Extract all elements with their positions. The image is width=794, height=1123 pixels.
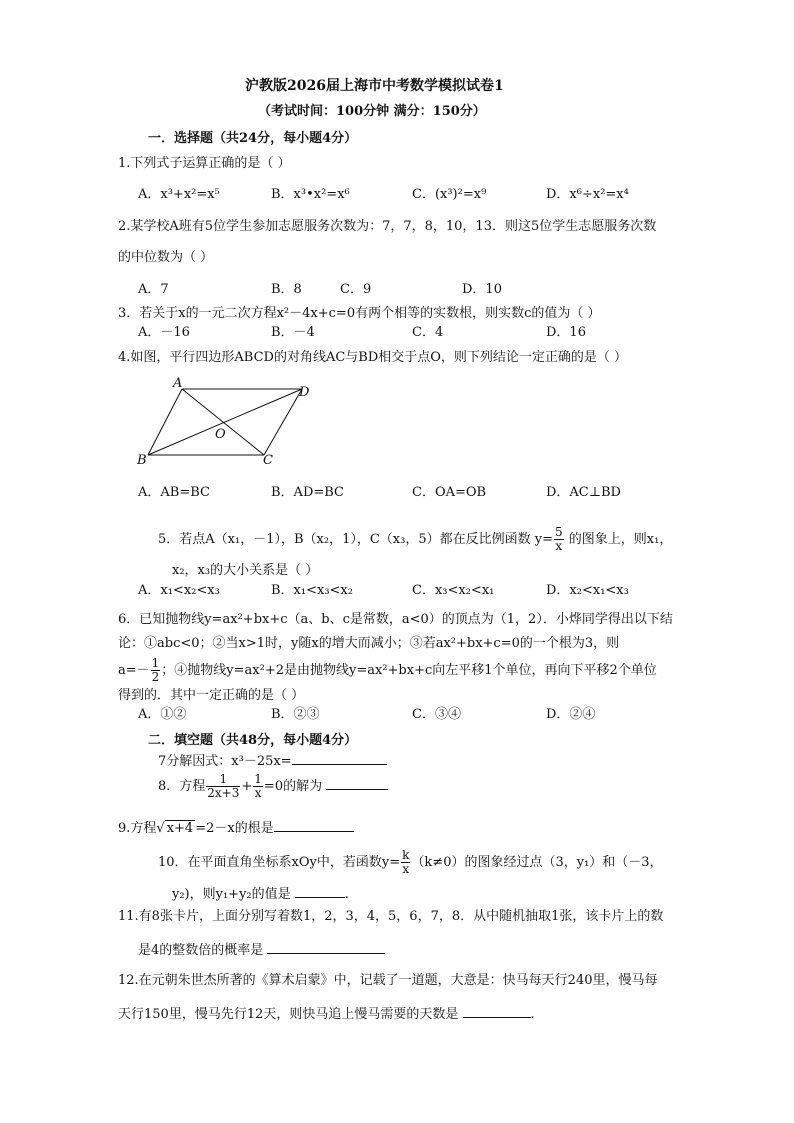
q9-answer-blank[interactable] (274, 819, 354, 832)
q5-option-d: D．x₂<x₁<x₃ (546, 583, 629, 598)
q5-text-post: 的图象上，则x₁， (568, 532, 673, 547)
q1-option-a: A．x³+x²=x⁵ (138, 187, 220, 202)
q3-option-d: D．16 (546, 325, 586, 340)
q4-option-b: B．AD=BC (271, 485, 344, 500)
q3-option-b: B．－4 (271, 325, 315, 340)
q6-option-a: A．①② (138, 707, 187, 722)
q6-option-c: C．③④ (412, 707, 461, 722)
q12-answer-blank[interactable] (463, 1005, 531, 1018)
q4-option-d: D．AC⊥BD (546, 485, 621, 500)
question-4-stem: 4.如图，平行四边形ABCD的对角线AC与BD相交于点O，则下列结论一定正确的是（ ） (118, 350, 628, 365)
q10-text-post: （k≠0）的图象经过点（3，y₁）和（－3， (411, 855, 663, 870)
question-6-line1: 6．已知抛物线y=ax²+bx+c（a、b、c是常数，a<0）的顶点为（1，2）．小烨同学得出以下结 (118, 612, 673, 627)
question-10-line2: y₂)，则y₁+y₂的值是 . (172, 887, 349, 902)
q2-option-d: D．10 (462, 282, 502, 297)
question-11-line2 (138, 941, 385, 959)
parallelogram-figure (132, 376, 322, 468)
exam-subtitle: （考试时间：100分钟 满分：150分） (258, 104, 486, 119)
q12-line2-text: 天行150里，慢马先行12天，则快马追上慢马需要的天数是 (118, 1007, 459, 1022)
q1-option-c: C．(x³)²=x⁹ (412, 187, 487, 202)
question-11-line1: 11.有8张卡片，上面分别写着数1，2，3，4，5，6，7，8．从中随机抽取1张，该卡片上的数 (118, 909, 664, 924)
q6-fraction: $\frac{1}{2}$ (151, 656, 160, 684)
q7-answer-blank[interactable] (292, 752, 387, 765)
question-7 (158, 752, 387, 770)
q3-option-c: C．4 (412, 325, 444, 340)
question-8: 8．方程 $\frac{1}{2x+3}$ + $\frac{1}{x}$ =0的解为 (158, 770, 388, 804)
exam-title: 沪教版2026届上海市中考数学模拟试卷1 (245, 78, 504, 94)
section-heading-fill: 二．填空题（共48分，每小题4分） (148, 733, 358, 748)
q1-option-b: B．x³•x²=x⁶ (271, 187, 350, 202)
q2-option-c: C．9 (340, 282, 372, 297)
question-6-line4: 得到的．其中一定正确的是（ ） (118, 688, 305, 703)
q5-fraction: $\frac{5}{x}$ (555, 525, 563, 553)
q6-option-b: B．②③ (271, 707, 320, 722)
label-b: B (137, 453, 147, 468)
edge-ba (148, 389, 182, 455)
q8-answer-blank[interactable] (326, 777, 388, 790)
q3-option-a: A．－16 (138, 325, 190, 340)
q1-option-d: D．x⁶÷x²=x⁴ (546, 187, 629, 202)
q5-text-pre: 5．若点A（x₁，－1），B（x₂，1），C（x₃，5）都在反比例函数 (158, 532, 531, 547)
q8-text-post: =0的解为 (263, 779, 323, 794)
q2-option-a: A．7 (138, 282, 169, 297)
q8-fraction-2: $\frac{1}{x}$ (254, 772, 262, 800)
question-2-line2: 的中位数为（ ） (118, 250, 214, 265)
question-5-line2: x₂，x₃的大小关系是（ ） (172, 563, 319, 578)
label-d: D (299, 385, 310, 400)
section-heading-choice: 一．选择题（共24分，每小题4分） (148, 131, 358, 146)
q8-text-pre: 8．方程 (158, 779, 206, 794)
question-6-line3: a=－ $\frac{1}{2}$ ；④抛物线y=ax²+2是由抛物线y=ax²+bx+c向左平移1个单位，再向下平移2个单位 (118, 656, 657, 684)
label-c: C (263, 453, 273, 468)
question-12-line2: 天行150里，慢马先行12天，则快马追上慢马需要的天数是 . (118, 1007, 535, 1022)
q6-option-d: D．②④ (546, 707, 596, 722)
q11-line2-text: 是4的整数倍的概率是 (138, 943, 264, 958)
question-1-stem: 1.下列式子运算正确的是（ ） (118, 156, 291, 171)
diagonal-bd (148, 389, 302, 455)
label-a: A (173, 376, 183, 391)
q2-option-b: B．8 (271, 282, 302, 297)
q10-answer-blank[interactable] (295, 885, 345, 898)
question-3-stem: 3．若关于x的一元二次方程x²－4x+c=0有两个相等的实数根，则实数c的值为（ ） (118, 306, 601, 321)
question-12-line1: 12.在元朝朱世杰所著的《算术启蒙》中，记载了一道题，大意是：快马每天行240里，慢马每 (118, 973, 658, 988)
q8-fraction-1: $\frac{1}{2x+3}$ (207, 772, 240, 800)
q11-answer-blank[interactable] (267, 941, 385, 954)
diagonal-ac (182, 389, 264, 455)
q7-text: 7分解因式：x³－25x= (158, 754, 292, 769)
question-2-line1: 2.某学校A班有5位学生参加志愿服务次数为：7，7，8，10，13．则这5位学生志愿服务次数 (118, 219, 657, 234)
q4-option-a: A．AB=BC (138, 485, 210, 500)
edge-dc (264, 389, 302, 455)
q10-fraction: $\frac{k}{x}$ (402, 848, 410, 876)
q9-text-pre: 9.方程 (118, 821, 157, 836)
question-10-line1: 10．在平面直角坐标系xOy中，若函数y= $\frac{k}{x}$ （k≠0）的图象经过点（3，y₁）和（－3， (158, 848, 663, 876)
q5-option-a: A．x₁<x₂<x₃ (138, 583, 220, 598)
q4-option-c: C．OA=OB (412, 485, 487, 500)
label-o: O (215, 427, 226, 442)
q6-line3-text: ；④抛物线y=ax²+2是由抛物线y=ax²+bx+c向左平移1个单位，再向下平移2个单位 (161, 663, 657, 678)
q10-line2-text: y₂)，则y₁+y₂的值是 (172, 887, 291, 902)
q5-option-b: B．x₁<x₃<x₂ (271, 583, 353, 598)
q9-text-post: =2－x的根是 (195, 821, 274, 836)
question-6-line2: 论：①abc<0；②当x>1时，y随x的增大而减小；③若ax²+bx+c=0的一个根为3，则 (118, 636, 620, 651)
q5-option-c: C．x₃<x₂<x₁ (412, 583, 495, 598)
q9-radicand: x+4 (166, 821, 194, 836)
q10-text-pre: 10．在平面直角坐标系xOy中，若函数 (158, 855, 382, 870)
question-9: 9.方程√ x+4 =2－x的根是 (118, 819, 354, 837)
question-5-line1: 5．若点A（x₁，－1），B（x₂，1），C（x₃，5）都在反比例函数 y= $\frac{5}{x}$ 的图象上，则x₁， (158, 525, 673, 553)
